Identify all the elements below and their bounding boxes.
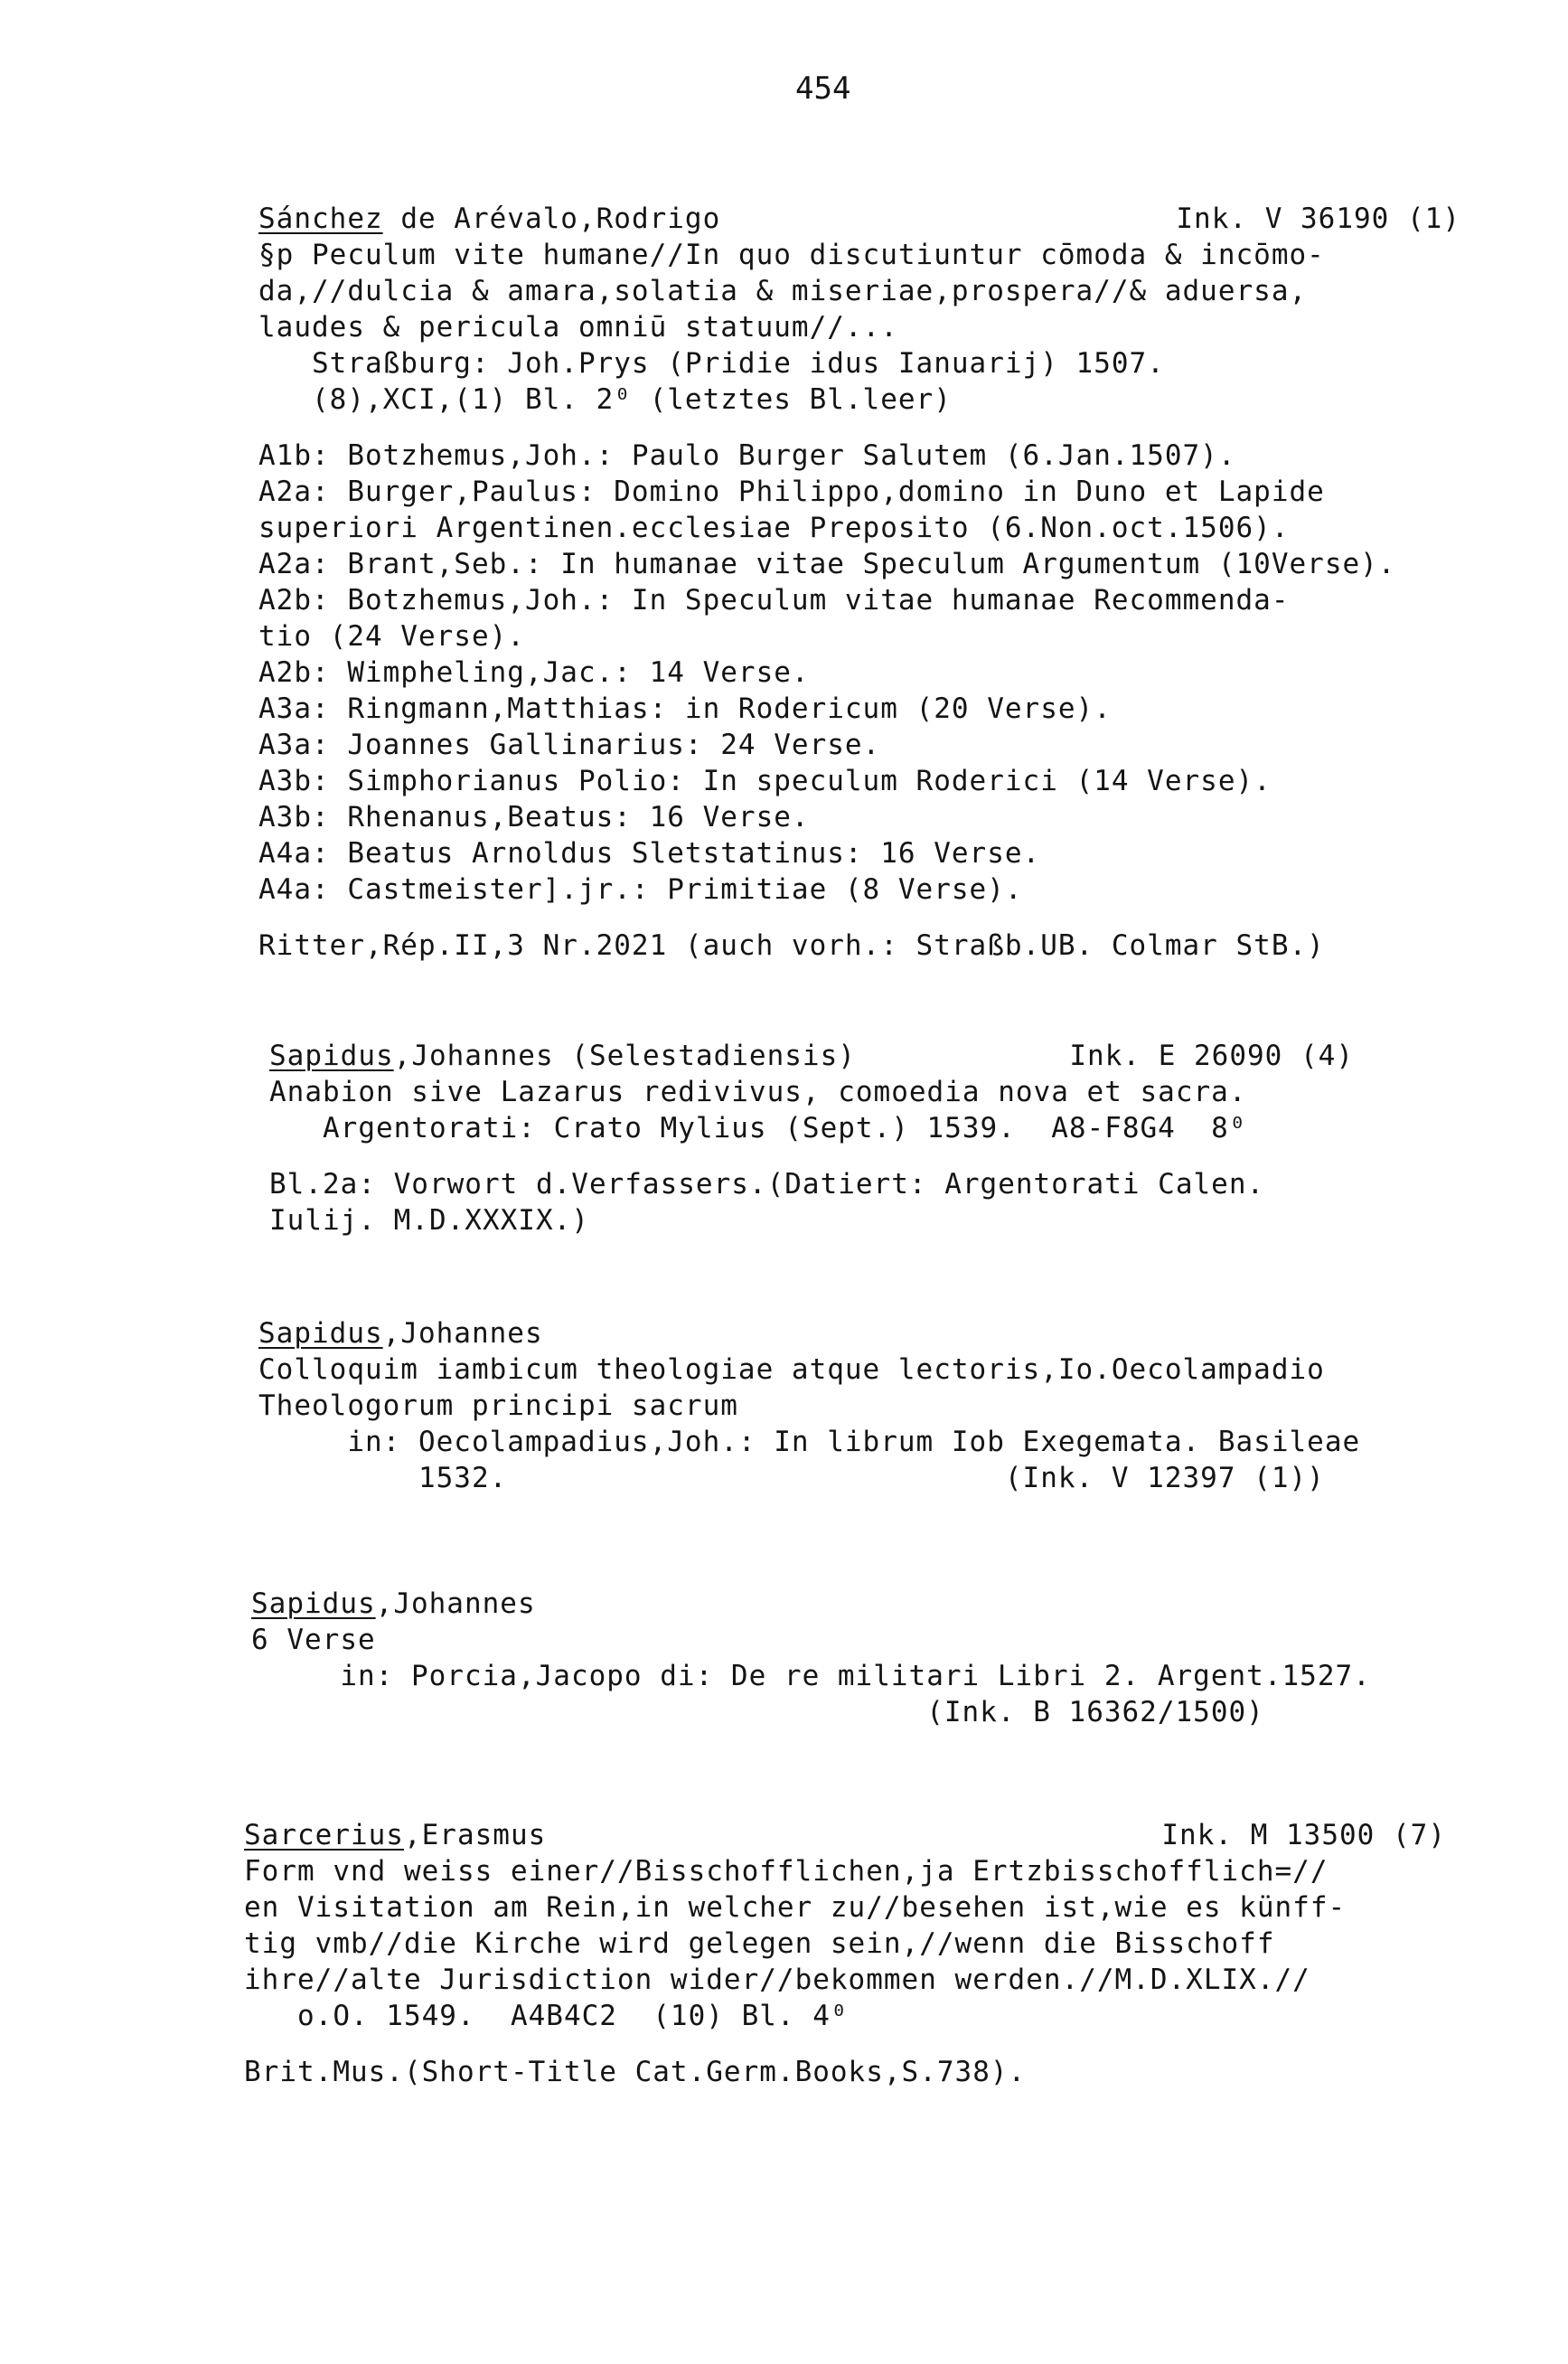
title-line: laudes & pericula omniū statuum//... xyxy=(258,311,898,344)
title-line: tig vmb//die Kirche wird gelegen sein,//wenn die Bisschoff xyxy=(244,1927,1275,1960)
reference-line: Ritter,Rép.II,3 Nr.2021 (auch vorh.: Straßb.UB. Colmar StB.) xyxy=(258,929,1325,962)
shelfmark: Ink. M 13500 (7) xyxy=(1161,1819,1446,1851)
catalog-entry xyxy=(244,1817,1446,2090)
note-line: Iulij. M.D.XXXIX.) xyxy=(269,1204,589,1237)
entry-heading xyxy=(258,201,1460,237)
note-line: A3a: Joannes Gallinarius: 24 Verse. xyxy=(258,729,881,761)
imprint-line: Straßburg: Joh.Prys (Pridie idus Ianuarij) 1507. xyxy=(258,347,1165,380)
shelfmark: Ink. E 26090 (4) xyxy=(1069,1040,1354,1072)
title-line: da,//dulcia & amara,solatia & miseriae,prospera//& aduersa, xyxy=(258,275,1308,307)
note-line: tio (24 Verse). xyxy=(258,620,525,653)
note-line: Bl.2a: Vorwort d.Verfassers.(Datiert: Argentorati Calen. xyxy=(269,1168,1265,1201)
note-line: A3a: Ringmann,Matthias: in Rodericum (20 Verse). xyxy=(258,692,1112,725)
title-line: Form vnd weiss einer//Bisschofflichen,ja Ertzbisschofflich=// xyxy=(244,1855,1329,1888)
author-surname: Sarcerius xyxy=(244,1819,404,1851)
catalog-entry xyxy=(258,1315,1460,1496)
shelfmark: Ink. V 36190 (1) xyxy=(1176,202,1460,235)
entry-heading xyxy=(258,1315,1460,1352)
author-surname: Sánchez xyxy=(258,202,383,235)
page-number: 454 xyxy=(795,71,851,107)
note-line: A2b: Botzhemus,Joh.: In Speculum vitae humanae Recommenda- xyxy=(258,584,1290,617)
collation-line: (8),XCI,(1) Bl. 2⁰ (letztes Bl.leer) xyxy=(258,383,952,416)
imprint-line: o.O. 1549. A4B4C2 (10) Bl. 4⁰ xyxy=(244,2000,849,2032)
note-line: A2b: Wimpheling,Jac.: 14 Verse. xyxy=(258,656,810,689)
title-line: en Visitation am Rein,in welcher zu//besehen ist,wie es künff- xyxy=(244,1891,1347,1924)
author-name-rest: ,Erasmus xyxy=(403,1819,547,1851)
entry-heading xyxy=(251,1586,1453,1622)
note-line: A2a: Burger,Paulus: Domino Philippo,domino in Duno et Lapide xyxy=(258,476,1325,508)
note-line: A4a: Castmeister].jr.: Primitiae (8 Verse). xyxy=(258,873,1023,906)
catalog-entry xyxy=(258,201,1460,964)
source-line: (Ink. B 16362/1500) xyxy=(251,1696,1264,1728)
source-line: in: Oecolampadius,Joh.: In librum Iob Exegemata. Basileae xyxy=(258,1426,1361,1458)
entry-heading xyxy=(244,1817,1446,1853)
note-line: A4a: Beatus Arnoldus Sletstatinus: 16 Verse. xyxy=(258,837,1041,870)
note-line: A1b: Botzhemus,Joh.: Paulo Burger Salutem (6.Jan.1507). xyxy=(258,439,1236,472)
note-line: A3b: Rhenanus,Beatus: 16 Verse. xyxy=(258,801,810,834)
source-line: 1532. (Ink. V 12397 (1)) xyxy=(258,1462,1325,1494)
author-name-rest: de Arévalo,Rodrigo xyxy=(382,202,721,235)
title-line: ihre//alte Jurisdiction wider//bekommen werden.//M.D.XLIX.// xyxy=(244,1964,1310,1996)
catalog-entry xyxy=(251,1586,1453,1730)
note-line: A3b: Simphorianus Polio: In speculum Roderici (14 Verse). xyxy=(258,765,1272,797)
author-surname: Sapidus xyxy=(258,1317,383,1350)
title-line: Anabion sive Lazarus redivivus, comoedia nova et sacra. xyxy=(269,1076,1247,1108)
author-name-rest: ,Johannes xyxy=(375,1587,536,1620)
title-line: Theologorum principi sacrum xyxy=(258,1389,738,1422)
entry-heading xyxy=(269,1038,1354,1074)
title-line: §p Peculum vite humane//In quo discutiuntur cōmoda & incōmo- xyxy=(258,239,1325,271)
author-name-rest: ,Johannes xyxy=(382,1317,543,1350)
source-line: in: Porcia,Jacopo di: De re militari Libri 2. Argent.1527. xyxy=(251,1660,1371,1692)
imprint-line: Argentorati: Crato Mylius (Sept.) 1539. A8-F8G4 8⁰ xyxy=(269,1112,1247,1144)
note-line: A2a: Brant,Seb.: In humanae vitae Speculum Argumentum (10Verse). xyxy=(258,548,1396,580)
author-surname: Sapidus xyxy=(251,1587,376,1620)
author-name-rest: ,Johannes (Selestadiensis) xyxy=(393,1040,856,1072)
reference-line: Brit.Mus.(Short-Title Cat.Germ.Books,S.738). xyxy=(244,2056,1027,2088)
author-surname: Sapidus xyxy=(269,1040,394,1072)
note-line: superiori Argentinen.ecclesiae Preposito (6.Non.oct.1506). xyxy=(258,512,1290,544)
title-line: Colloquim iambicum theologiae atque lectoris,Io.Oecolampadio xyxy=(258,1353,1325,1386)
title-line: 6 Verse xyxy=(251,1624,376,1656)
catalog-entry xyxy=(269,1038,1354,1239)
